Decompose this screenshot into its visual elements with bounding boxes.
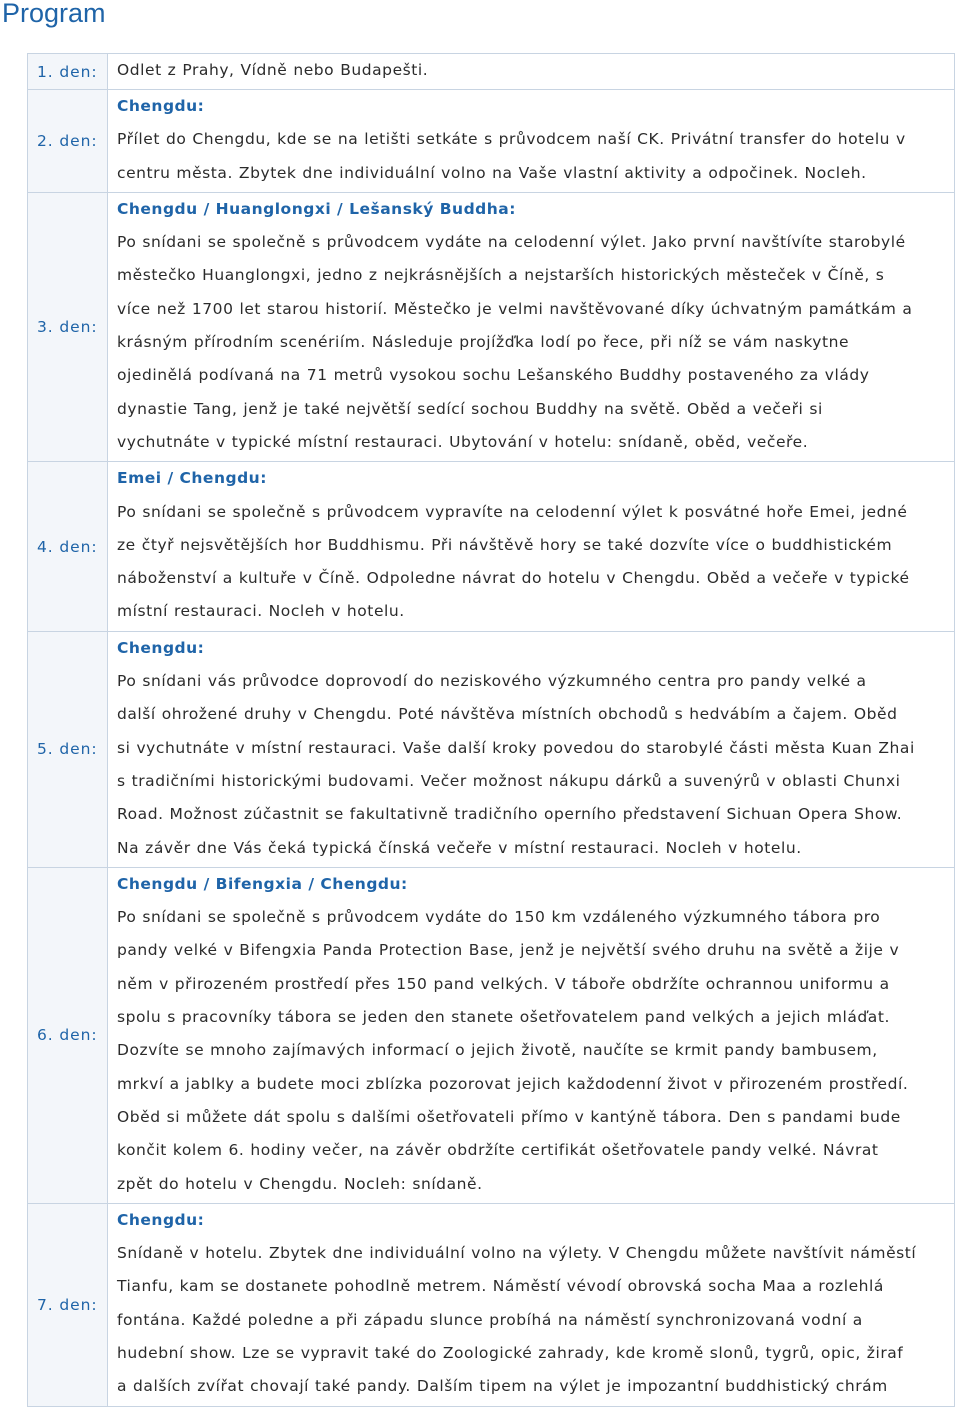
day-cell bbox=[28, 632, 108, 868]
page-title: Program bbox=[2, 0, 106, 28]
day-content bbox=[108, 462, 955, 631]
day-description: Po snídani vás průvodce doprovodí do neziskového výzkumného centra pro pandy velké a další ohrožené druhy v Chengdu. Poté návštěva místních obchodů s hedvábím a čajem. Oběd si vychutnáte v místní restauraci. Vaše další kroky povedou do starobylé části města Kuan Zhai s tradičními historickými budovami. Večer možnost nákupu dárků a suvenýrů v oblasti Chunxi Road. Možnost zúčastnit se fakultativně tradičního operního představení Sichuan Opera Show. Na závěr dne Vás čeká typická čínská večeře v místní restauraci. Nocleh v hotelu. bbox=[117, 672, 915, 857]
day-heading: Chengdu: bbox=[117, 97, 205, 115]
day-heading: Chengdu: bbox=[117, 638, 205, 657]
day-content bbox=[108, 1204, 955, 1407]
day-label: 7. den: bbox=[37, 1295, 98, 1314]
day-content bbox=[108, 193, 955, 462]
day-description: Po snídani se společně s průvodcem vydáte do 150 km vzdáleného výzkumného tábora pro pandy velké v Bifengxia Panda Protection Base, jenž je největší svého druhu na světě a žije v něm v přirozeném prostředí přes 150 pand velkých. V táboře obdržíte ochrannou uniformu a spolu s pracovníky tábora se jeden den stanete ošetřovatelem pand velkých a jejich mláďat. Dozvíte se mnoho zajímavých informací o jejich životě, naučíte se krmit pandy bambusem, mrkví a jablky a budete moci zblízka pozorovat jejich každodenní život v přirozeném prostředí. Oběd si můžete dát spolu s dalšími ošetřovateli přímo v kantýně tábora. Den s pandami bude končit kolem 6. hodiny večer, na závěr obdržíte certifikát ošetřovatele pandy velké. Návrat zpět do hotelu v Chengdu. Nocleh: snídaně. bbox=[117, 908, 909, 1193]
day-cell bbox=[28, 193, 108, 462]
day-row-7 bbox=[28, 1204, 955, 1407]
day-cell bbox=[28, 54, 108, 90]
day-label: 6. den: bbox=[37, 1026, 98, 1045]
day-content bbox=[108, 868, 955, 1204]
day-row-5 bbox=[28, 632, 955, 868]
day-row-2 bbox=[28, 90, 955, 193]
day-heading: Chengdu / Bifengxia / Chengdu: bbox=[117, 874, 408, 893]
day-content bbox=[108, 632, 955, 868]
day-label: 3. den: bbox=[37, 318, 98, 337]
day-content bbox=[108, 54, 955, 90]
day-row-1 bbox=[28, 54, 955, 90]
day-description: Odlet z Prahy, Vídně nebo Budapešti. bbox=[117, 61, 429, 79]
day-label: 5. den: bbox=[37, 740, 98, 759]
day-description: Snídaně v hotelu. Zbytek dne individuální volno na výlety. V Chengdu můžete navštívit náměstí Tianfu, kam se dostanete pohodlně metrem. Náměstí vévodí obrovská socha Maa a rozlehlá fontána. Každé poledne a při západu slunce probíhá na náměstí synchronizovaná vodní a hudební show. Lze se vypravit také do Zoologické zahrady, kde kromě slonů, tygrů, opic, žiraf a dalších zvířat chovají také pandy. Dalším tipem na výlet je impozantní buddhistický chrám bbox=[117, 1244, 917, 1396]
program-table bbox=[27, 53, 955, 1407]
day-cell bbox=[28, 1204, 108, 1407]
day-heading: Chengdu / Huanglongxi / Lešanský Buddha: bbox=[117, 199, 516, 218]
day-content bbox=[108, 90, 955, 193]
day-cell bbox=[28, 462, 108, 631]
day-description: Po snídani se společně s průvodcem vydáte na celodenní výlet. Jako první navštívíte starobylé městečko Huanglongxi, jedno z nejkrásnějších a nejstarších historických městeček v Číně, s více než 1700 let starou historií. Městečko je velmi navštěvované díky úchvatným památkám a krásným přírodním scenériím. Následuje projížďka lodí po řece, při níž se vám naskytne ojedinělá podívaná na 71 metrů vysokou sochu Lešanského Buddhy postaveného za vlády dynastie Tang, jenž je také největší sedící sochou Buddhy na světě. Oběd a večeři si vychutnáte v typické místní restauraci. Ubytování v hotelu: snídaně, oběd, večeře. bbox=[117, 233, 913, 451]
day-row-4 bbox=[28, 462, 955, 631]
day-cell bbox=[28, 90, 108, 193]
day-label: 2. den: bbox=[37, 131, 98, 150]
day-heading: Emei / Chengdu: bbox=[117, 469, 267, 488]
day-description: Přílet do Chengdu, kde se na letišti setkáte s průvodcem naší CK. Privátní transfer do hotelu v centru města. Zbytek dne individuální volno na Vaše vlastní aktivity a odpočinek. Nocleh. bbox=[117, 130, 906, 182]
day-cell bbox=[28, 868, 108, 1204]
day-row-6 bbox=[28, 868, 955, 1204]
day-label: 4. den: bbox=[37, 537, 98, 556]
day-heading: Chengdu: bbox=[117, 1210, 205, 1229]
day-row-3 bbox=[28, 193, 955, 462]
day-label: 1. den: bbox=[37, 62, 98, 81]
day-description: Po snídani se společně s průvodcem vypravíte na celodenní výlet k posvátné hoře Emei, jedné ze čtyř nejsvětějších hor Buddhismu. Při návštěvě hory se také dozvíte více o buddhistickém náboženství a kultuře v Číně. Odpoledne návrat do hotelu v Chengdu. Oběd a večeře v typické místní restauraci. Nocleh v hotelu. bbox=[117, 502, 910, 621]
